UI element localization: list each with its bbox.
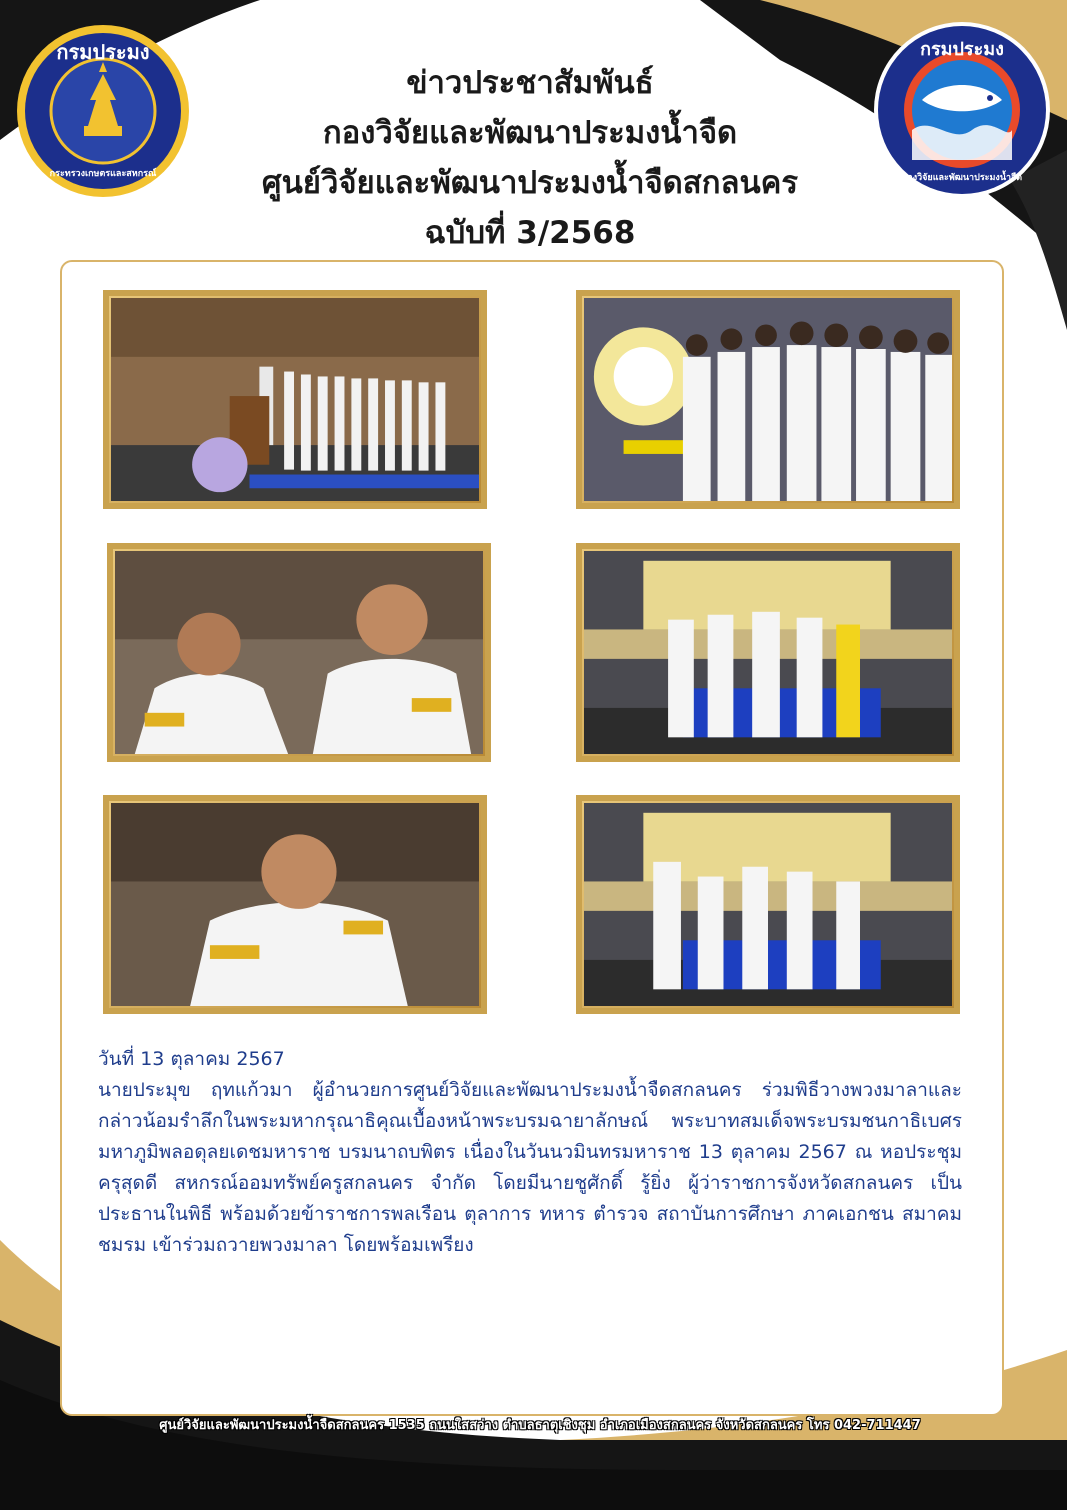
- article-paragraph: นายประมุข ฤทแก้วมา ผู้อำนวยการศูนย์วิจัยและพัฒนาประมงน้ำจืดสกลนคร ร่วมพิธีวางพวงมาลาและกล่าวน้อมรำลึกในพระมหากรุณาธิคุณเบื้องหน้าพระบรมฉายาลักษณ์ พระบาทสมเด็จพระบรมชนกาธิเบศร มหาภูมิพลอดุลยเดชมหาราช บรมนาถบพิตร เนื่องในวันนวมินทรมหาราช 13 ตุลาคม 2567 ณ หอประชุมครุสุดดี สหกรณ์ออมทรัพย์ครูสกลนคร จำกัด โดยมีนายชูศักดิ์ รู้ยิ่ง ผู้ว่าราชการจังหวัดสกลนคร เป็นประธานในพิธี พร้อมด้วยข้าราชการพลเรือน ตุลาการ ทหาร ตำรวจ สถาบันการศึกษา ภาคเอกชน สมาคม ชมรม เข้าร่วมถวายพวงมาลา โดยพร้อมเพรียง: [98, 1079, 962, 1256]
- title-line-1: ข่าวประชาสัมพันธ์: [406, 65, 654, 101]
- logo-left-text-top: กรมประมง: [56, 40, 150, 64]
- photo-speech-podium: [103, 290, 487, 509]
- page-title: [190, 58, 870, 258]
- logo-right-text-top: กรมประมง: [920, 39, 1004, 60]
- photo-two-officials-seated: [107, 543, 491, 762]
- freshwater-division-logo: [872, 20, 1052, 200]
- department-of-fisheries-logo: [14, 22, 192, 200]
- title-line-3: ศูนย์วิจัยและพัฒนาประมงน้ำจืดสกลนคร: [261, 165, 799, 201]
- logo-right-text-bottom: กองวิจัยและพัฒนาประมงน้ำจืด: [901, 173, 1023, 183]
- article-date: วันที่ 13 ตุลาคม 2567: [98, 1048, 285, 1070]
- article-body: [98, 1044, 962, 1261]
- photo-officials-standing: [576, 290, 960, 509]
- photo-group-five-stage: [576, 543, 960, 762]
- photo-group-five-second: [576, 795, 960, 1014]
- logo-left-text-bottom: กระทรวงเกษตรและสหกรณ์: [49, 169, 157, 179]
- photo-official-seated: [103, 795, 487, 1014]
- issue-number: ฉบับที่ 3/2568: [424, 215, 636, 251]
- footer-address: ศูนย์วิจัยและพัฒนาประมงน้ำจืดสกลนคร 1535 ถนนใสสว่าง ตำบลธาตุเชิงชุม อำเภอเมืองสกลนคร จังหวัดสกลนคร โทร 042-711447: [159, 1418, 921, 1433]
- title-line-2: กองวิจัยและพัฒนาประมงน้ำจืด: [322, 115, 738, 151]
